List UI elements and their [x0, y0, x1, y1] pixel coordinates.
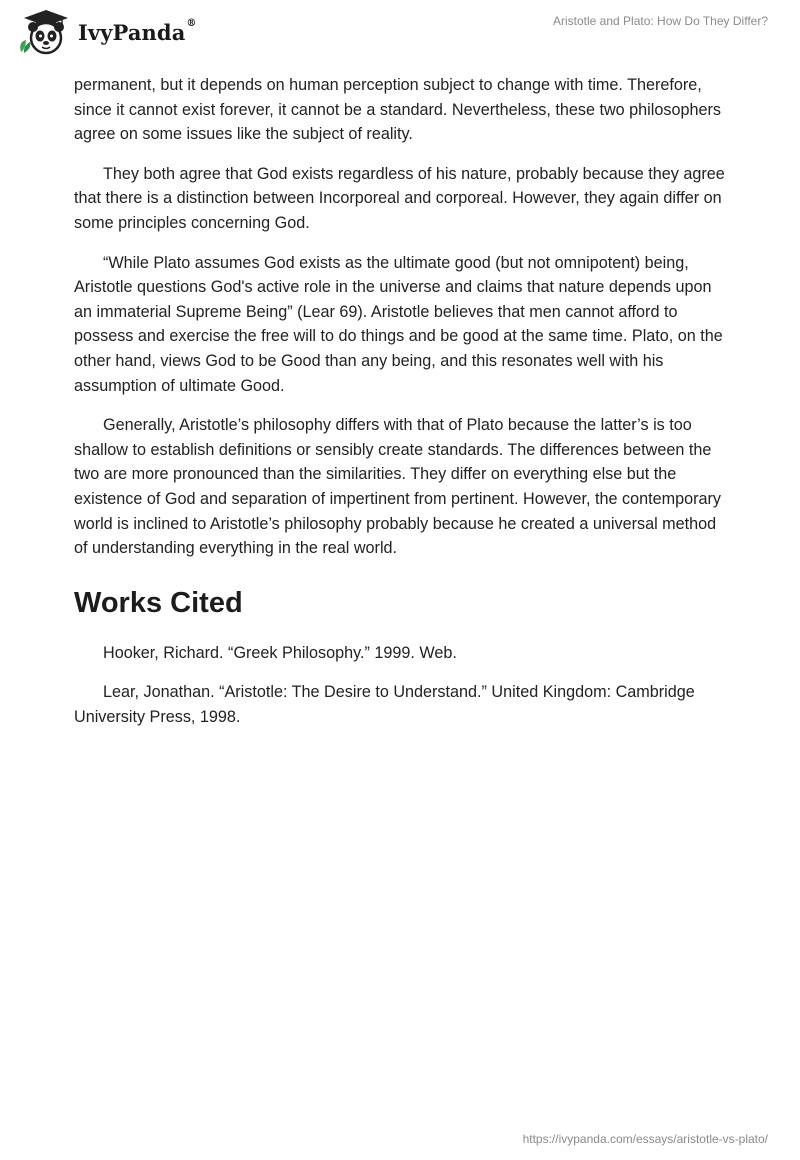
reference-item: Lear, Jonathan. “Aristotle: The Desire to Understand.” United Kingdom: Cambridge University Press, 1998. — [74, 683, 695, 726]
document-title: Aristotle and Plato: How Do They Differ? — [553, 14, 768, 28]
reference-item: Hooker, Richard. “Greek Philosophy.” 1999. Web. — [103, 643, 457, 662]
paragraph: “While Plato assumes God exists as the ultimate good (but not omnipotent) being, Aristotle questions God's active role in the universe and claims that nature depends upon an immaterial Supreme Being” (Lear 69). Aristotle believes that men cannot afford to possess and exercise the free will to do things and be good at the same time. Plato, on the other hand, views God to be Good than any being, and this resonates well with his assumption of ultimate Good. — [74, 253, 723, 395]
paragraph: Generally, Aristotle’s philosophy differs with that of Plato because the latter’s is too shallow to establish definitions or sensibly create standards. The differences between the two are more pronounced than the similarities. They differ on everything else but the existence of God and separation of impertinent from pertinent. However, the contemporary world is inclined to Aristotle’s philosophy probably because he created a universal method of understanding everything in the real world. — [74, 416, 721, 558]
ivypanda-logo[interactable] — [16, 8, 197, 56]
source-url[interactable]: https://ivypanda.com/essays/aristotle-vs-plato/ — [522, 1132, 768, 1146]
works-cited-heading: Works Cited — [74, 586, 243, 619]
page-header — [0, 0, 800, 60]
paragraph: They both agree that God exists regardless of his nature, probably because they agree that there is a distinction between Incorporeal and corporeal. However, they again differ on some principles concerning God. — [74, 164, 725, 232]
essay-content — [74, 73, 728, 744]
panda-logo-icon — [16, 8, 76, 56]
brand-name: IvyPanda® — [78, 17, 197, 45]
paragraph: permanent, but it depends on human perception subject to change with time. Therefore, since it cannot exist forever, it cannot be a standard. Nevertheless, these two philosophers agree on some issues like the subject of reality. — [74, 76, 721, 144]
